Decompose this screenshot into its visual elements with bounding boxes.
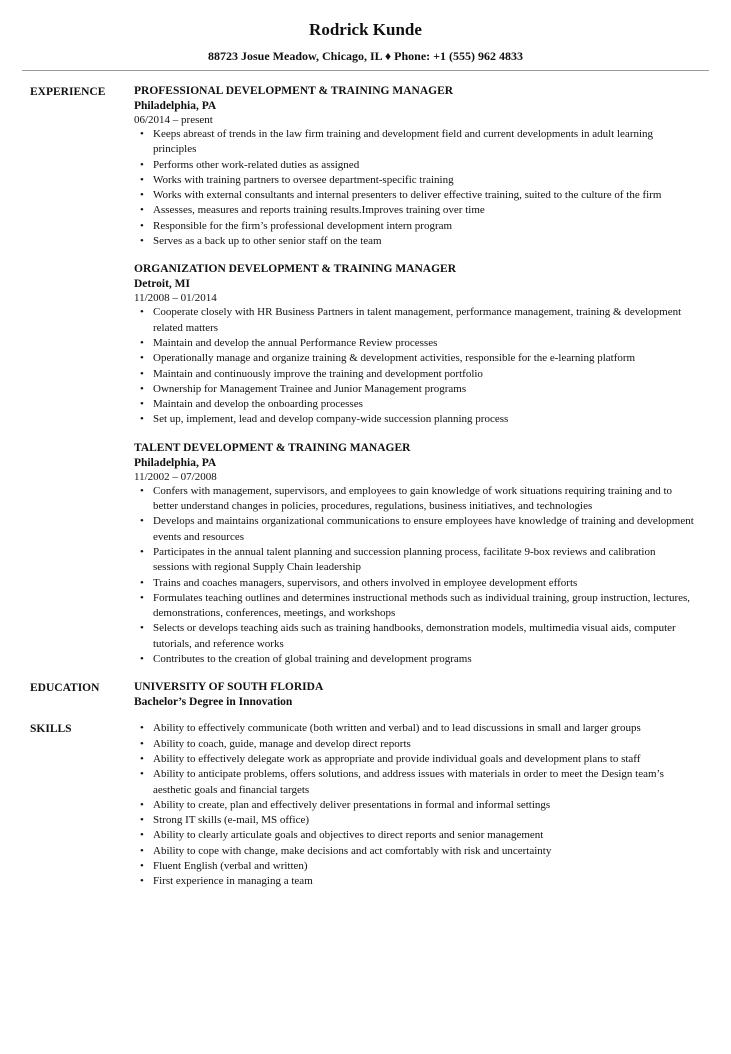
skill-item: • Ability to create, plan and effectively deliver presentations in formal and informal settings xyxy=(153,798,694,813)
bullet-item: • Maintain and develop the onboarding processes xyxy=(153,397,694,412)
bullet-item: • Trains and coaches managers, supervisors, and others involved in employee development efforts xyxy=(153,576,694,591)
job-bullets xyxy=(134,127,694,249)
bullet-item: • Serves as a back up to other senior staff on the team xyxy=(153,234,694,249)
job-dates: 11/2002 – 07/2008 xyxy=(134,470,217,483)
job-title: PROFESSIONAL DEVELOPMENT & TRAINING MANAGER xyxy=(134,85,454,97)
bullet-item: • Develops and maintains organizational communications to ensure employees have knowledge of training and development events and resources xyxy=(153,514,694,545)
skill-item: • Ability to effectively communicate (both written and verbal) and to lead discussions in small and larger groups xyxy=(153,721,694,736)
education-entry xyxy=(134,680,694,710)
skill-item: • Ability to effectively delegate work as appropriate and provide individual goals and development plans to staff xyxy=(153,752,694,767)
bullet-item: • Participates in the annual talent planning and succession planning process, facilitate 9-box reviews and calibration sessions with regional Supply Chain leadership xyxy=(153,545,694,576)
skill-item: • Ability to cope with change, make decisions and act comfortably with risk and uncertainty xyxy=(153,844,694,859)
job-entry xyxy=(134,84,694,249)
experience-section xyxy=(0,84,731,667)
bullet-item: • Keeps abreast of trends in the law firm training and development field and current developments in adult learning principles xyxy=(153,127,694,158)
bullet-item: • Set up, implement, lead and develop company-wide succession planning process xyxy=(153,412,694,427)
bullet-item: • Selects or develops teaching aids such as training handbooks, demonstration models, multimedia visual aids, computer tutorials, and reference works xyxy=(153,621,694,652)
bullet-item: • Responsible for the firm’s professional development intern program xyxy=(153,219,694,234)
section-label-education: EDUCATION xyxy=(30,682,100,695)
bullet-item: • Ownership for Management Trainee and Junior Management programs xyxy=(153,382,694,397)
section-label-skills: SKILLS xyxy=(30,723,72,736)
job-bullets xyxy=(134,484,694,668)
job-bullets xyxy=(134,305,694,427)
bullet-item: • Maintain and continuously improve the training and development portfolio xyxy=(153,367,694,382)
skill-item: • Ability to coach, guide, manage and develop direct reports xyxy=(153,737,694,752)
contact-line: 88723 Josue Meadow, Chicago, IL ♦ Phone: +1 (555) 962 4833 xyxy=(208,49,523,63)
bullet-item: • Contributes to the creation of global training and development programs xyxy=(153,652,694,667)
bullet-item: • Formulates teaching outlines and determines instructional methods such as individual training, group instruction, lectures, demonstrations, conferences, meetings, and workshops xyxy=(153,591,694,622)
bullet-item: • Works with training partners to oversee department-specific training xyxy=(153,173,694,188)
skill-item: • Strong IT skills (e-mail, MS office) xyxy=(153,813,694,828)
job-location: Philadelphia, PA xyxy=(134,456,217,469)
job-dates: 06/2014 – present xyxy=(134,114,213,126)
bullet-item: • Maintain and develop the annual Performance Review processes xyxy=(153,336,694,351)
experience-list xyxy=(134,84,694,667)
skill-item: • Ability to anticipate problems, offers solutions, and address issues with materials in order to meet the Design team’s aesthetic goals and financial targets xyxy=(153,767,694,798)
job-entry xyxy=(134,441,694,668)
school-name: UNIVERSITY OF SOUTH FLORIDA xyxy=(134,681,324,694)
bullet-item: • Operationally manage and organize training & development activities, responsible for the e-learning platform xyxy=(153,351,694,366)
bullet-item: • Works with external consultants and internal presenters to deliver effective training, suited to the culture of the firm xyxy=(153,188,694,203)
skill-item: • Ability to clearly articulate goals and objectives to direct reports and senior management xyxy=(153,828,694,843)
job-title: ORGANIZATION DEVELOPMENT & TRAINING MANAGER xyxy=(134,263,457,276)
degree: Bachelor’s Degree in Innovation xyxy=(134,696,293,709)
job-dates: 11/2008 – 01/2014 xyxy=(134,292,217,305)
job-entry xyxy=(134,262,694,427)
job-location: Philadelphia, PA xyxy=(134,100,217,112)
skills-list-wrap xyxy=(134,721,694,889)
bullet-item: • Confers with management, supervisors, and employees to gain knowledge of work situations requiring training and to better understand changes in policies, procedures, regulations, business initiatives, and technologies xyxy=(153,484,694,515)
header-divider xyxy=(22,70,709,71)
bullet-item: • Assesses, measures and reports training results.Improves training over time xyxy=(153,203,694,218)
skills-list xyxy=(134,721,694,889)
skill-item: • First experience in managing a team xyxy=(153,874,694,889)
resume-body xyxy=(0,82,731,890)
education-section xyxy=(0,680,731,710)
bullet-item: • Cooperate closely with HR Business Partners in talent management, performance management, training & development related matters xyxy=(153,305,694,336)
candidate-name: Rodrick Kunde xyxy=(309,20,422,39)
bullet-item: • Performs other work-related duties as assigned xyxy=(153,158,694,173)
job-location: Detroit, MI xyxy=(134,278,190,291)
skills-section xyxy=(0,721,731,889)
skill-item: • Fluent English (verbal and written) xyxy=(153,859,694,874)
section-label-experience: EXPERIENCE xyxy=(30,86,106,98)
job-title: TALENT DEVELOPMENT & TRAINING MANAGER xyxy=(134,441,411,454)
